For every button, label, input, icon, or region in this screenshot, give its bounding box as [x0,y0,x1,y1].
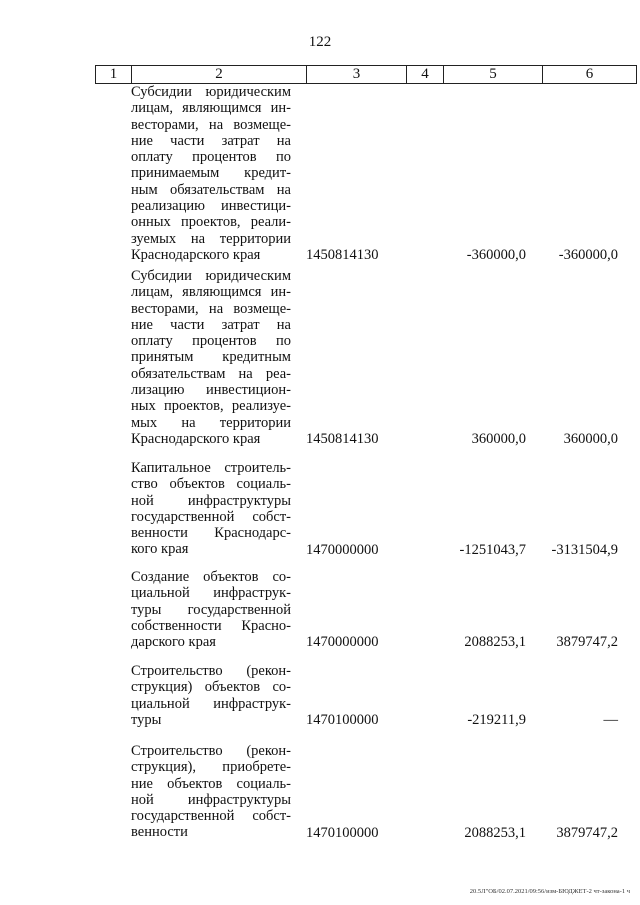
description-line: ние части затрат на [131,316,291,333]
description-line: онных проектов, реали- [131,214,291,231]
row-code: 1450814130 [306,431,379,447]
description-line: ным обязательствам на [131,181,291,198]
description-line: лизацию инвестицион- [131,382,291,399]
description-line: лицам, являющимся ин- [131,284,291,301]
description-line: струкция), приобрете- [131,759,291,776]
description-line: ных проектов, реализуе- [131,398,291,415]
row-value-col6: 3879747,2 [556,634,618,651]
description-line: весторами, на возмеще- [131,116,291,133]
footer-stamp: 20.5Л"ОБ/02.07.2021/09:56/изм-БЮДЖЕТ-2 чт-закона-1 ч [469,888,630,895]
description-line: государственной собст- [131,808,291,825]
description-line: принятым кредитным [131,349,291,366]
row-value-col5: -1251043,7 [459,541,526,558]
description-line: туры [131,711,162,728]
row-value-col5: -219211,9 [467,711,526,728]
description-line: Краснодарского края [131,430,261,447]
description-line: Строительство (рекон- [131,743,291,759]
description-line: циальной инфраструк- [131,695,291,712]
description-line: реализацию инвестици- [131,198,291,215]
description-line: оплату процентов по [131,149,291,166]
description-line: Субсидии юридическим [131,84,291,100]
row-code: 1470000000 [306,541,379,558]
description-line: струкция) объектов со- [131,679,291,696]
description-line: государственной собст- [131,508,291,525]
row-value-col6: -3131504,9 [551,541,618,558]
row-value-col5: 360000,0 [471,431,526,447]
description-line: циальной инфраструк- [131,585,291,602]
row-value-col5: 2088253,1 [464,634,526,651]
description-line: венности Краснодарс- [131,525,291,542]
description-line: Субсидии юридическим [131,268,291,284]
description-line: лицам, являющимся ин- [131,100,291,117]
description-line: ние части затрат на [131,132,291,149]
header-col-3: 3 [307,66,407,83]
description-line: весторами, на возмеще- [131,300,291,317]
description-line: Создание объектов со- [131,569,291,585]
row-value-col6: 3879747,2 [556,824,618,841]
header-col-1: 1 [96,66,132,83]
table-header [95,65,637,84]
row-description [131,663,291,728]
description-line: обязательствам на реа- [131,365,291,382]
description-line: оплату процентов по [131,333,291,350]
description-line: ной инфраструктуры [131,492,291,509]
header-col-2: 2 [132,66,307,83]
description-line: ние объектов социаль- [131,775,291,792]
row-value-col6: — [603,711,618,728]
row-description [131,84,291,263]
row-description [131,569,291,650]
description-line: туры государственной [131,601,291,618]
row-description [131,268,291,447]
description-line: зуемых на территории [131,230,291,247]
description-line: собственности Красно- [131,617,291,634]
description-line: ство объектов социаль- [131,476,291,493]
row-code: 1470100000 [306,711,379,728]
row-value-col5: 2088253,1 [464,824,526,841]
description-line: кого края [131,541,189,558]
description-line: Строительство (рекон- [131,663,291,679]
header-col-5: 5 [444,66,543,83]
row-value-col6: 360000,0 [563,431,618,447]
row-description [131,460,291,558]
description-line: Краснодарского края [131,246,261,263]
page-number: 122 [308,34,332,50]
header-col-4: 4 [407,66,444,83]
row-description [131,743,291,841]
header-col-6: 6 [585,66,594,82]
row-value-col5: -360000,0 [466,247,526,263]
description-line: Капитальное строитель- [131,460,291,476]
row-code: 1450814130 [306,247,379,263]
row-value-col6: -360000,0 [558,247,618,263]
description-line: мых на территории [131,414,291,431]
description-line: ной инфраструктуры [131,791,291,808]
description-line: дарского края [131,634,216,651]
description-line: принимаемым кредит- [131,165,291,182]
row-code: 1470000000 [306,634,379,651]
row-code: 1470100000 [306,824,379,841]
description-line: венности [131,824,188,841]
